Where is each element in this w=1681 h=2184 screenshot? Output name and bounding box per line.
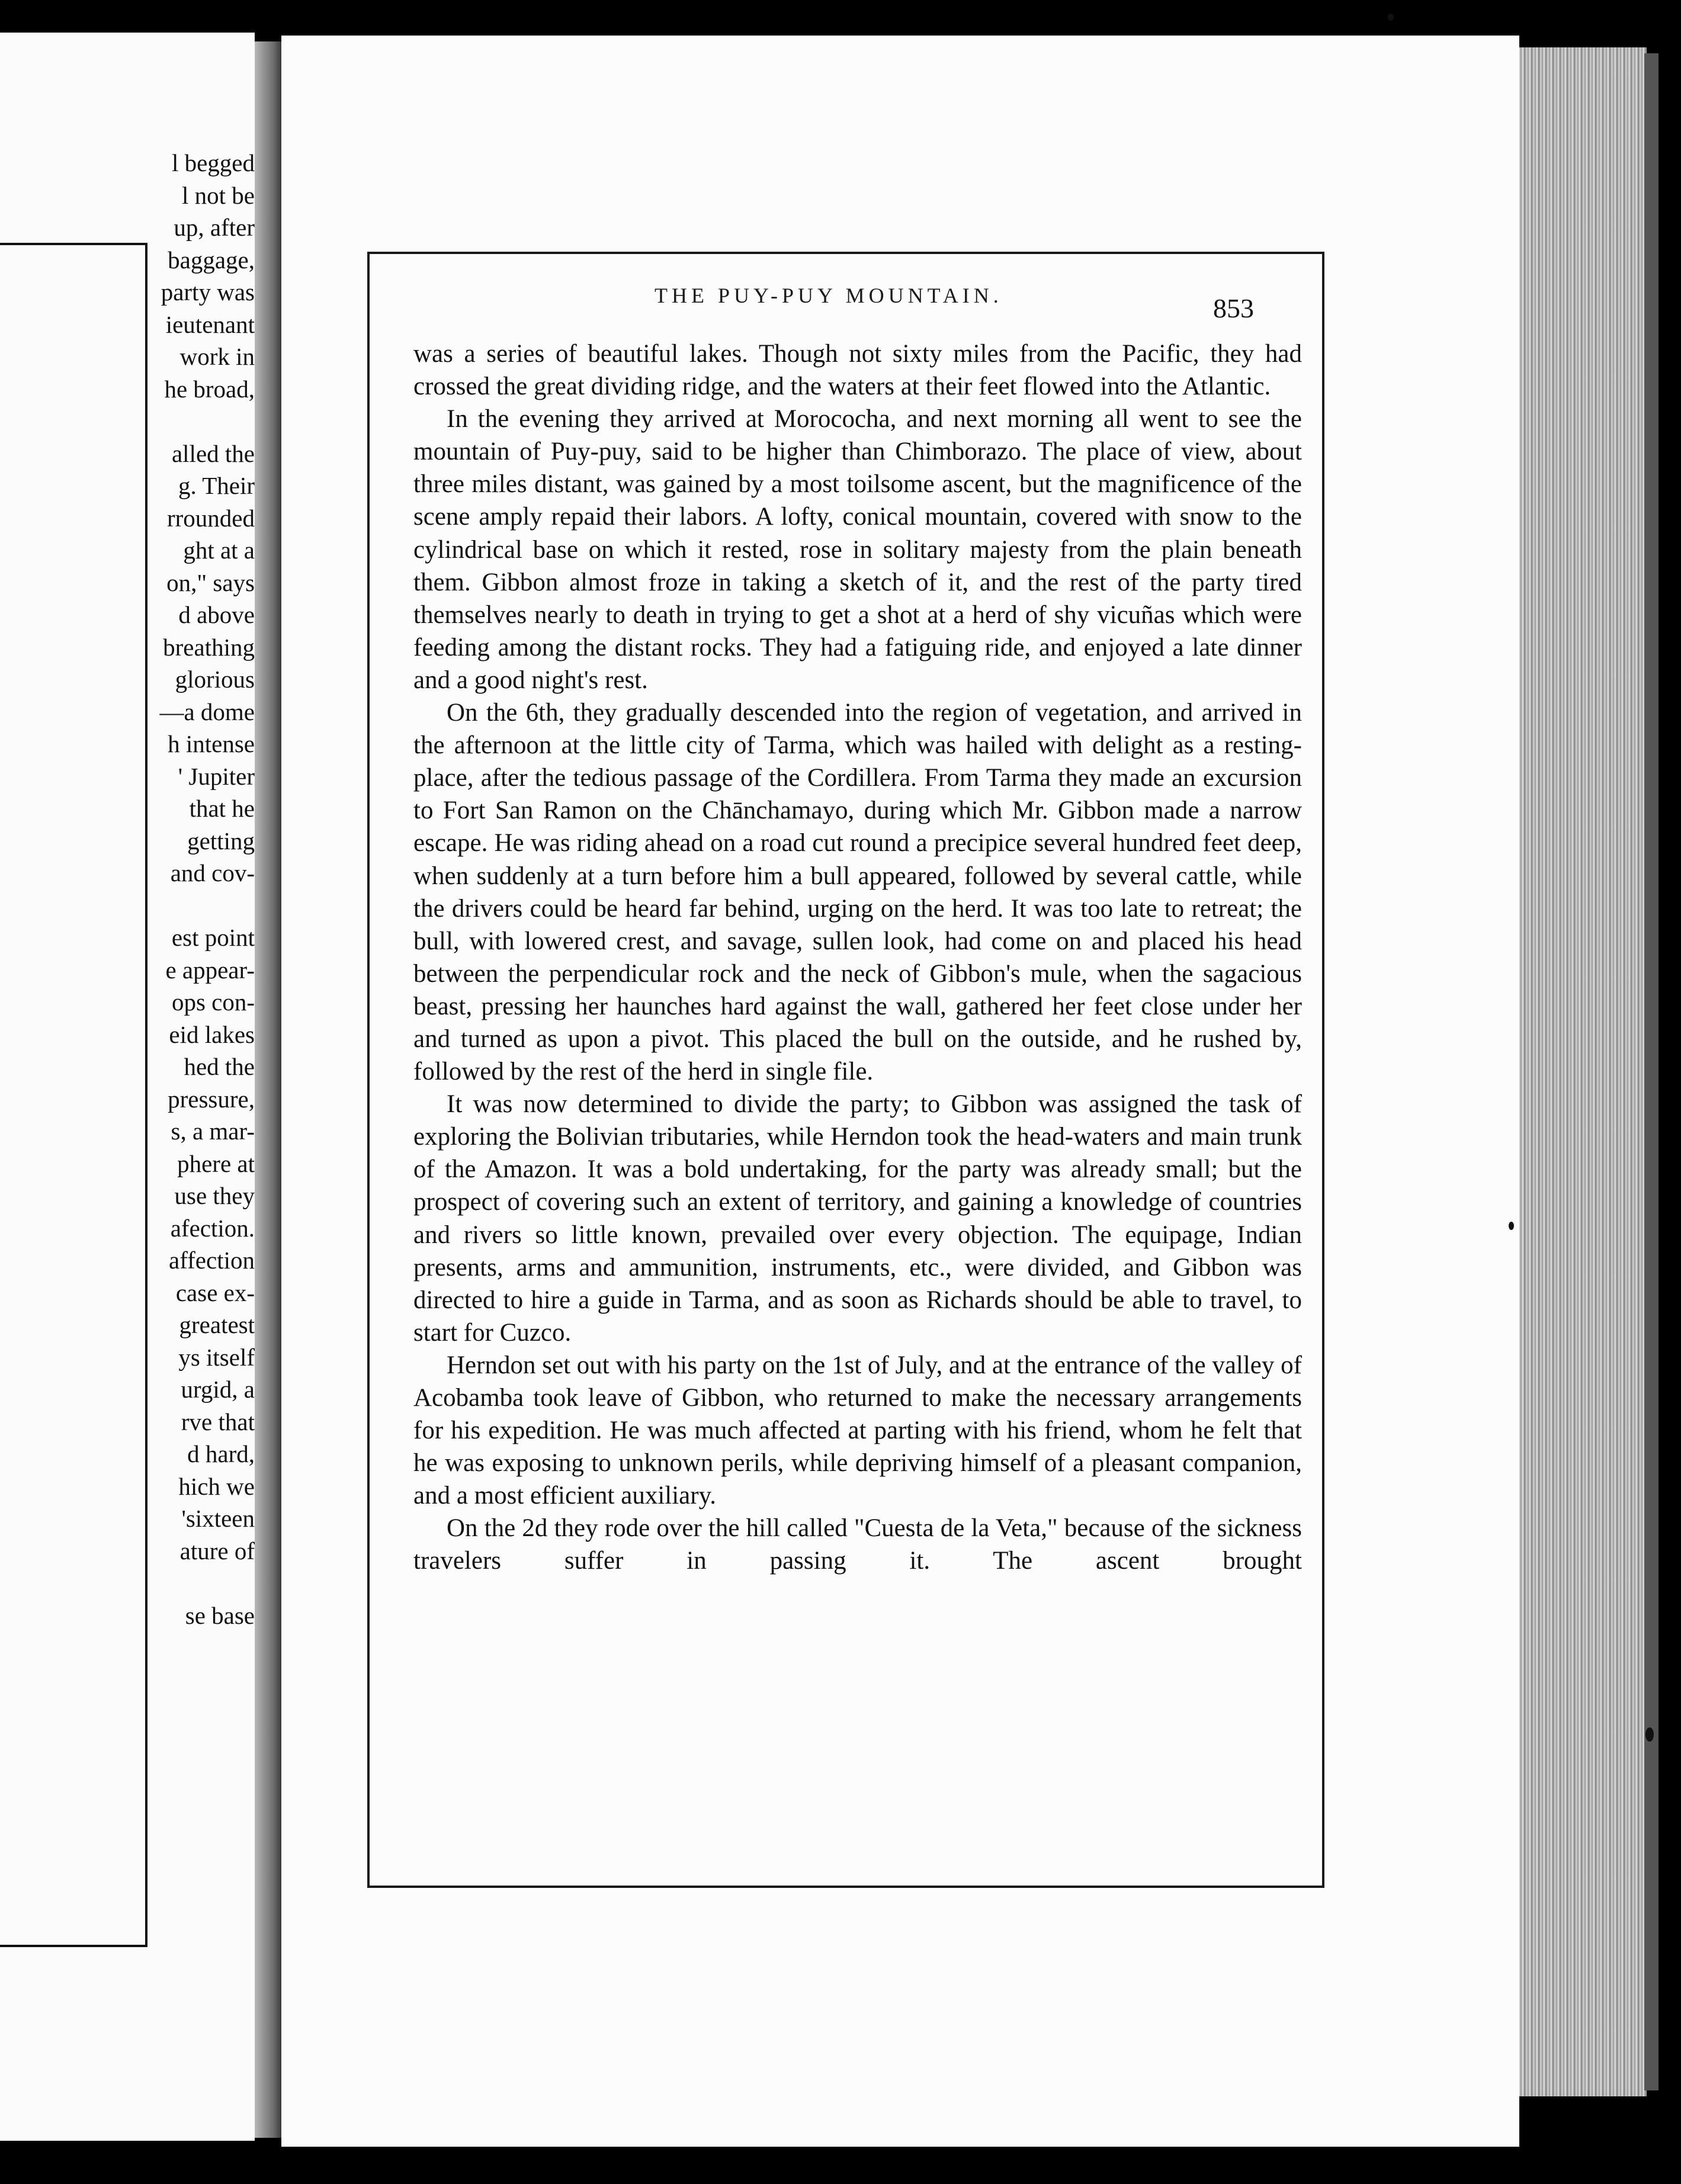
- running-title: THE PUY-PUY MOUNTAIN.: [655, 284, 1003, 307]
- left-page-line: work in: [179, 343, 255, 370]
- left-page-line: ght at a: [183, 537, 255, 564]
- left-page-line: urgid, a: [181, 1376, 255, 1403]
- scan-speck: [1388, 14, 1394, 21]
- left-page-line: d above: [178, 601, 255, 628]
- left-page-line: l not be: [182, 181, 255, 209]
- left-page-line: case ex-: [175, 1279, 255, 1306]
- left-page-line: se base: [185, 1601, 255, 1629]
- paragraph: [413, 696, 1302, 1088]
- page-number: 853: [1213, 293, 1254, 323]
- left-page-line: est point: [171, 924, 255, 951]
- left-page-line: —a dome: [159, 698, 255, 725]
- left-page-line: eid lakes: [169, 1020, 255, 1048]
- left-page-text: [107, 33, 255, 1631]
- left-page-line: l begged: [171, 149, 255, 176]
- left-page-line: alled the: [171, 439, 255, 467]
- paragraph-text: In the evening they arrived at Morococha, and next morning all went to see the mountain of Puy-puy, said to be higher than Chimborazo. The place of view, about three miles distant, was gained by a most toilsome ascent, but the magnificence of the scene amply repaid their labors. A lofty, conical mountain, covered with snow to the cylindrical base on which it rested, rose in solitary majesty from the plain beneath them. Gibbon almost froze in taking a sketch of it, and the rest of the party tired themselves nearly to death in trying to get a shot at a herd of shy vicuñas which were feeding among the distant rocks. They had a fatiguing ride, and enjoyed a late dinner and a good night's rest.: [413, 405, 1302, 694]
- paragraph: [413, 338, 1302, 403]
- left-page-line: ops con-: [171, 988, 255, 1016]
- left-page-line: h intense: [168, 730, 255, 757]
- page-edges: [1519, 47, 1647, 2096]
- left-page-line: d hard,: [187, 1440, 255, 1467]
- left-page-line: and cov-: [170, 859, 255, 887]
- paragraph-text: Herndon set out with his party on the 1st of July, and at the entrance of the valley of Acobamba took leave of Gibbon, who returned to make the necessary arrangements for his expedition. He was much affected at parting with his friend, whom he felt that he was exposing to unknown perils, while depriving himself of a pleasant companion, and a most efficient auxiliary.: [413, 1351, 1302, 1510]
- scan-speck: [1645, 1727, 1654, 1742]
- left-page-line: 'sixteen: [181, 1505, 255, 1532]
- paragraph: [413, 1088, 1302, 1349]
- left-page-line: rrounded: [166, 504, 255, 532]
- paragraph-text: It was now determined to divide the party; to Gibbon was assigned the task of exploring the Bolivian tributaries, while Herndon took the head-waters and main trunk of the Amazon. It was a bold undertaking, for the party was already small; but the prospect of covering such an extent of territory, and gaining a knowledge of countries and rivers so little known, prevailed over every objection. The equipage, Indian presents, arms and ammunition, instruments, etc., were divided, and Gibbon was directed to hire a guide in Tarma, and as soon as Richards should be able to travel, to start for Cuzco.: [413, 1090, 1302, 1347]
- left-page-line: up, after: [174, 214, 255, 241]
- left-page-line: baggage,: [168, 246, 255, 274]
- paragraph-text: was a series of beautiful lakes. Though not sixty miles from the Pacific, they had crossed the great dividing ridge, and the waters at their feet flowed into the Atlantic.: [413, 340, 1302, 401]
- left-page-line: hich we: [178, 1472, 255, 1500]
- book-gutter: [255, 41, 281, 2138]
- paragraph-text: On the 6th, they gradually descended into the region of vegetation, and arrived in the afternoon at the little city of Tarma, which was hailed with delight as a resting-place, after the tedious passage of the Cordillera. From Tarma they made an excursion to Fort San Ramon on the Chānchamayo, during which Mr. Gibbon made a narrow escape. He was riding ahead on a road cut round a precipice several hundred feet deep, when suddenly at a turn before him a bull appeared, followed by several cattle, while the drivers could be heard far behind, urging on the herd. It was too late to retreat; the bull, with lowered crest, and savage, sullen look, had come on and placed his head between the perpendicular rock and the neck of Gibbon's mule, when the sagacious beast, pressing her haunches hard against the wall, gathered her feet close under her and turned as upon a pivot. This placed the bull on the outside, and he rushed by, followed by the rest of the herd in single file.: [413, 699, 1302, 1086]
- left-page-line: ieutenant: [165, 310, 255, 338]
- left-page-line: s, a mar-: [171, 1117, 255, 1145]
- left-page-line: [107, 889, 255, 922]
- left-page-line: [107, 405, 255, 438]
- left-page-line: rve that: [181, 1408, 255, 1435]
- paragraph-text: On the 2d they rode over the hill called "Cuesta de la Veta," because of the sickness travelers suffer in passing it. The ascent brought: [413, 1514, 1302, 1575]
- paragraph: [413, 1349, 1302, 1512]
- body-text: [413, 338, 1302, 1578]
- left-page-line: afection.: [170, 1214, 255, 1242]
- paragraph: [413, 403, 1302, 696]
- left-page-line: party was: [161, 278, 255, 306]
- left-page-line: ys itself: [178, 1343, 255, 1371]
- left-page-line: phere at: [177, 1149, 255, 1177]
- paragraph: [413, 1512, 1302, 1577]
- left-page-line: glorious: [175, 666, 255, 693]
- left-page-line: getting: [187, 827, 255, 855]
- left-page-line: ' Jupiter: [178, 762, 255, 790]
- left-page-line: hed the: [184, 1053, 255, 1080]
- left-page-line: ature of: [179, 1537, 255, 1565]
- left-page-line: use they: [174, 1182, 255, 1209]
- scan-speck: [1509, 1222, 1514, 1230]
- left-facing-page: [0, 33, 255, 2141]
- left-page-line: breathing: [163, 633, 255, 661]
- left-page-line: affection: [169, 1247, 255, 1274]
- left-page-line: greatest: [179, 1311, 255, 1338]
- left-page-line: pressure,: [168, 1085, 255, 1113]
- left-page-line: he broad,: [164, 375, 255, 403]
- left-page-line: [107, 1567, 255, 1600]
- left-page-line: on," says: [166, 569, 255, 596]
- left-page-line: that he: [189, 795, 255, 822]
- left-page-line: e appear-: [165, 956, 255, 984]
- left-page-line: g. Their: [178, 472, 255, 499]
